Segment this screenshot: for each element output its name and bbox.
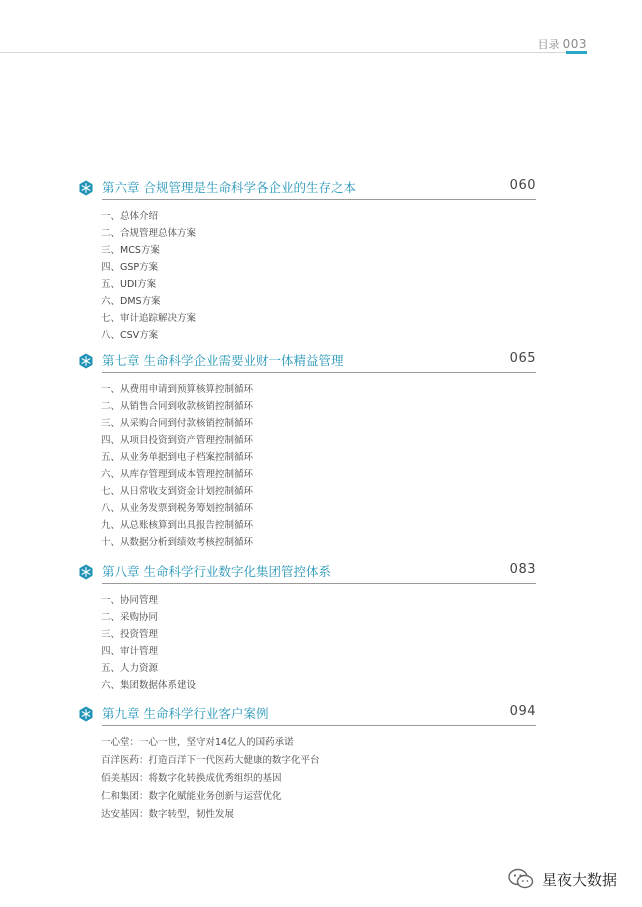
chapter-6 xyxy=(78,178,536,341)
toc-item[interactable]: 四、审计管理 xyxy=(101,646,159,657)
page-header xyxy=(538,36,587,52)
toc-item[interactable]: 三、投资管理 xyxy=(101,629,159,640)
header-accent-bar xyxy=(566,51,587,54)
snowflake-icon xyxy=(78,353,94,369)
chapter-page-number: 083 xyxy=(509,562,536,577)
toc-item[interactable]: 达安基因：数字转型，韧性发展 xyxy=(101,809,235,820)
toc-item[interactable]: 四、从项目投资到资产管理控制循环 xyxy=(101,435,254,446)
toc-item[interactable]: 百洋医药：打造百洋下一代医药大健康的数字化平台 xyxy=(101,755,320,766)
brand-name: 星夜大数据 xyxy=(542,870,618,889)
toc-item[interactable]: 二、从销售合同到收款核销控制循环 xyxy=(101,401,254,412)
chapter-rule xyxy=(102,372,536,373)
chapter-items xyxy=(101,592,196,694)
toc-item[interactable]: 八、CSV方案 xyxy=(101,330,159,341)
chapter-page-number: 094 xyxy=(509,704,536,719)
toc-item[interactable]: 三、MCS方案 xyxy=(101,245,160,256)
chapter-page-number: 065 xyxy=(509,351,536,366)
chapter-title: 第九章 生命科学行业客户案例 xyxy=(102,706,269,721)
toc-item[interactable]: 五、从业务单据到电子档案控制循环 xyxy=(101,452,254,463)
chapter-heading[interactable] xyxy=(78,704,536,726)
snowflake-icon xyxy=(78,564,94,580)
header-label: 目录 xyxy=(537,38,560,51)
chapter-items xyxy=(101,734,320,824)
toc-item[interactable]: 九、从总账核算到出具报告控制循环 xyxy=(101,520,254,531)
toc-item[interactable]: 六、DMS方案 xyxy=(101,296,161,307)
header-page-number: 003 xyxy=(562,37,587,51)
toc-item[interactable]: 仁和集团：数字化赋能业务创新与运营优化 xyxy=(101,791,282,802)
toc-item[interactable]: 一心堂：一心一世，坚守对14亿人的国药承诺 xyxy=(101,737,294,748)
chapter-title: 第六章 合规管理是生命科学各企业的生存之本 xyxy=(102,180,356,195)
chapter-rule xyxy=(102,199,536,200)
toc-item[interactable]: 五、人力资源 xyxy=(101,663,159,674)
chapter-rule xyxy=(102,583,536,584)
toc-item[interactable]: 四、GSP方案 xyxy=(101,262,159,273)
header-rule xyxy=(0,52,587,53)
chapter-heading[interactable] xyxy=(78,351,536,373)
chapter-8 xyxy=(78,562,536,691)
chapter-rule xyxy=(102,725,536,726)
toc-item[interactable]: 五、UDI方案 xyxy=(101,279,157,290)
footer-brand xyxy=(508,868,617,890)
chapter-9 xyxy=(78,704,536,820)
toc-item[interactable]: 六、从库存管理到成本管理控制循环 xyxy=(101,469,254,480)
toc-item[interactable]: 六、集团数据体系建设 xyxy=(101,680,197,691)
snowflake-icon xyxy=(78,180,94,196)
chapter-heading[interactable] xyxy=(78,562,536,584)
chapter-items xyxy=(101,208,196,344)
toc-item[interactable]: 十、从数据分析到绩效考核控制循环 xyxy=(101,537,254,548)
toc-item[interactable]: 二、采购协同 xyxy=(101,612,159,623)
toc-item[interactable]: 七、审计追踪解决方案 xyxy=(101,313,197,324)
toc-item[interactable]: 八、从业务发票到税务筹划控制循环 xyxy=(101,503,254,514)
chapter-title: 第七章 生命科学企业需要业财一体精益管理 xyxy=(102,353,344,368)
chapter-page-number: 060 xyxy=(509,178,536,193)
toc-item[interactable]: 三、从采购合同到付款核销控制循环 xyxy=(101,418,254,429)
chapter-7 xyxy=(78,351,536,548)
toc-item[interactable]: 七、从日常收支到资金计划控制循环 xyxy=(101,486,254,497)
wechat-icon xyxy=(508,868,534,890)
chapter-items xyxy=(101,381,253,551)
toc-item[interactable]: 一、协同管理 xyxy=(101,595,159,606)
chapter-heading[interactable] xyxy=(78,178,536,200)
toc-item[interactable]: 二、合规管理总体方案 xyxy=(101,228,197,239)
toc-item[interactable]: 佰美基因：将数字化转换成优秀组织的基因 xyxy=(101,773,282,784)
toc-item[interactable]: 一、总体介绍 xyxy=(101,211,159,222)
chapter-title: 第八章 生命科学行业数字化集团管控体系 xyxy=(102,564,331,579)
snowflake-icon xyxy=(78,706,94,722)
toc-item[interactable]: 一、从费用申请到预算核算控制循环 xyxy=(101,384,254,395)
